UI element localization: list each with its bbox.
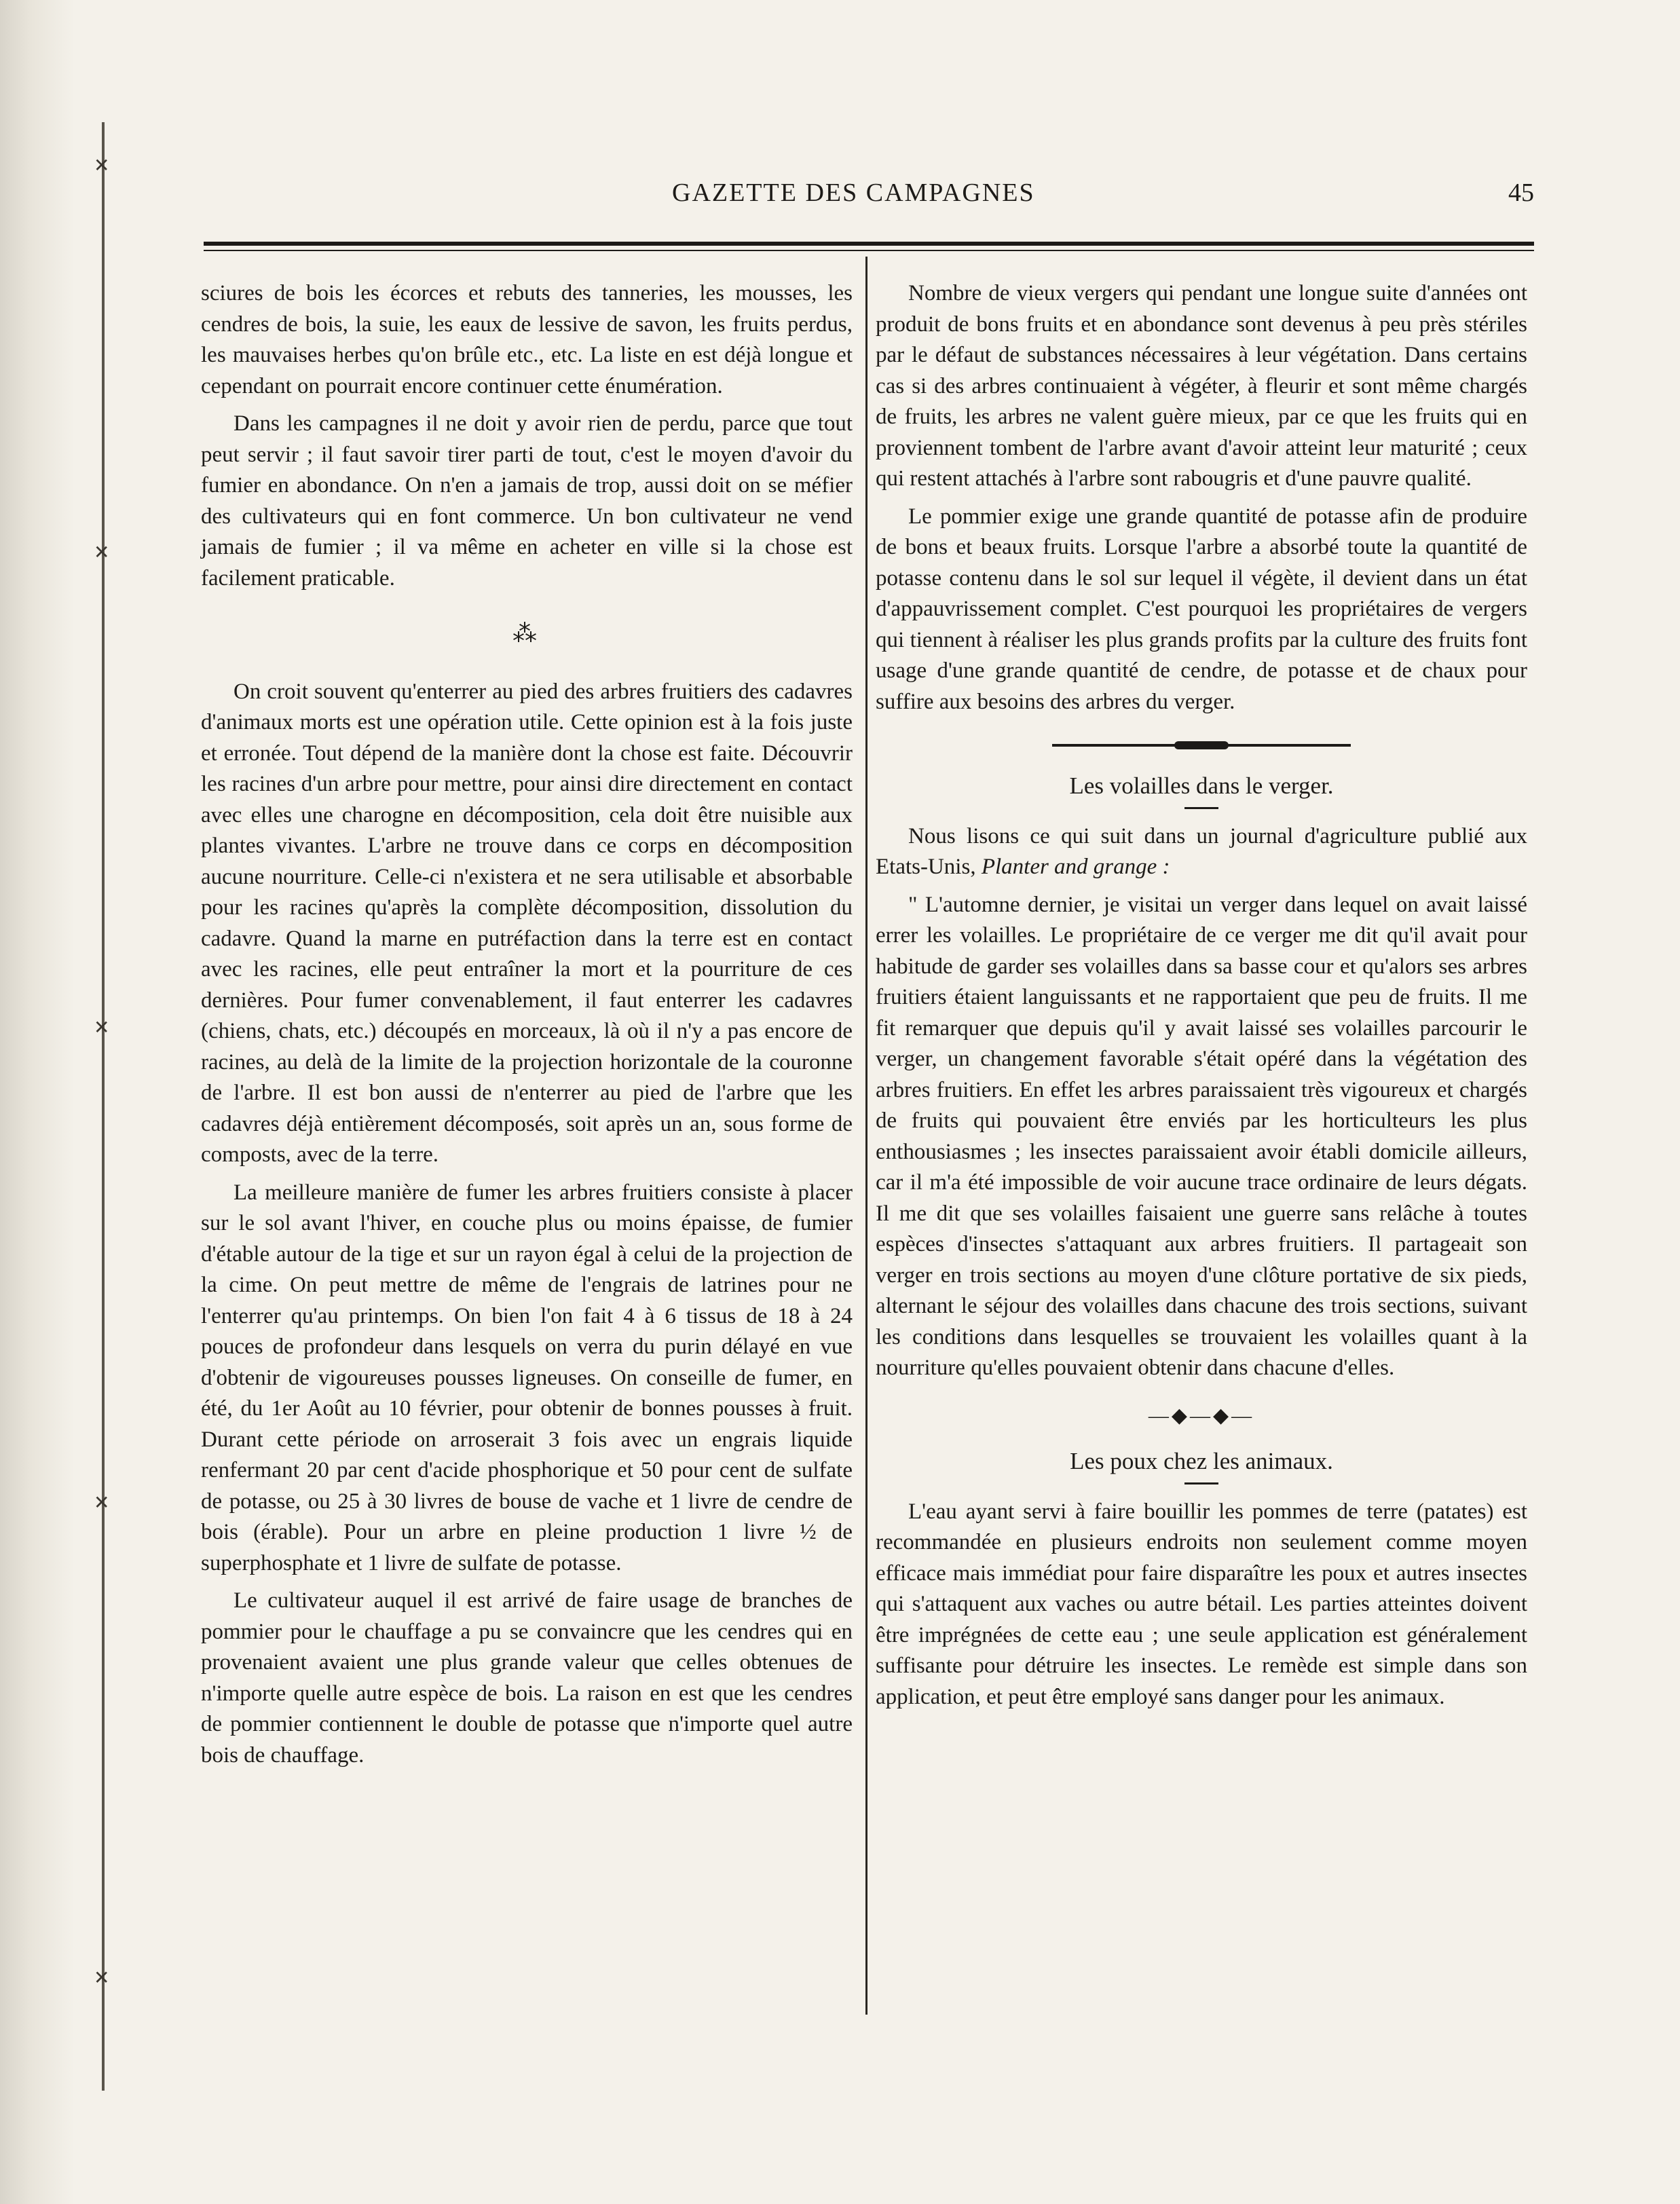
asterism-separator: ⁂ — [512, 620, 541, 647]
paragraph — [876, 821, 1527, 883]
binding-stitch-icon: ✕ — [94, 1966, 110, 1989]
right-column — [876, 278, 1527, 1719]
section-title: Les poux chez les animaux. — [1070, 1448, 1333, 1474]
paragraph: Nombre de vieux vergers qui pendant une longue suite d'années ont produit de bons fruits et en abondance sont devenus à peu près stériles par le défaut de substances nécessaires à leur végétation. Dans certains cas si des arbres continuaient à végéter, à fleurir et sont même chargés de fruits, les arbres ne valent guère mieux, par ce que les fruits qui en proviennent tombent de l'arbre avant d'avoir atteint leur maturité ; ceux qui restent attachés à l'arbre sont rabougris et d'une pauvre qualité. — [876, 281, 1527, 491]
title-rule — [1184, 1482, 1218, 1484]
binding-thread — [102, 122, 105, 2091]
page-header — [204, 178, 1534, 219]
binding-stitch-icon: ✕ — [94, 154, 110, 176]
section-separator: —◆—◆— — [1148, 1404, 1255, 1427]
left-column — [201, 278, 853, 1778]
binding-stitch-icon: ✕ — [94, 1016, 110, 1039]
separator-center — [1174, 741, 1229, 749]
page-number: 45 — [1508, 179, 1534, 207]
paragraph: Dans les campagnes il ne doit y avoir rien de perdu, parce que tout peut servir ; il faut savoir tirer parti de tout, c'est le moyen d'avoir du fumier en abondance. On n'en a jamais de trop, aussi doit on se méfier des cultivateurs qui en font commerce. Un bon cultivateur ne vend jamais de fumier ; il va même en acheter en ville si la chose est facilement praticable. — [201, 411, 853, 591]
running-title: GAZETTE DES CAMPAGNES — [672, 179, 1035, 207]
section-separator — [876, 735, 1527, 755]
paragraph-lead: Nous lisons ce qui suit dans un journal d'agriculture publié aux Etats-Unis, — [876, 823, 1527, 879]
title-rule — [1184, 807, 1218, 809]
binding-strip — [0, 0, 75, 2204]
journal-title: Planter and grange : — [981, 855, 1170, 879]
section-title: Les volailles dans le verger. — [1069, 772, 1334, 799]
header-rule — [204, 242, 1534, 246]
binding-stitch-icon: ✕ — [94, 541, 110, 563]
paragraph: sciures de bois les écorces et rebuts des tanneries, les mousses, les cendres de bois, la suie, les eaux de lessive de savon, les fruits perdus, les mauvaises herbes qu'on brûle etc., etc. La liste en est déjà longue et cependant on pourrait encore continuer cette énumération. — [201, 281, 853, 398]
paragraph: Le cultivateur auquel il est arrivé de faire usage de branches de pommier pour le chauffage a pu se convaincre que les cendres qui en provenaient avaient une plus grande valeur que celles obtenues de n'importe quelle autre espèce de bois. La raison en est que les cendres de pommier contiennent le double de potasse que n'importe quel autre bois de chauffage. — [201, 1588, 853, 1768]
paragraph: L'eau ayant servi à faire bouillir les pommes de terre (patates) est recommandée en plusieurs endroits non seulement comme moyen efficace mais immédiat pour faire disparaître les poux et autres insectes qui s'attaquent aux vaches ou autre bétail. Les parties atteintes doivent être imprégnées de cette eau ; une seule application est généralement suffisante pour détruire les insectes. Le remède est simple dans son application, et peut être employé sans danger pour les animaux. — [876, 1499, 1527, 1709]
paragraph: Le pommier exige une grande quantité de potasse afin de produire de bons et beaux fruits. Lorsque l'arbre a absorbé toute la quantité de potasse contenu dans le sol sur lequel il végète, il devient dans un état d'appauvrissement complet. C'est pourquoi les propriétaires de vergers qui tiennent à réaliser les plus grands profits par la culture des fruits font usage d'une grande quantité de cendre, de potasse et de chaux pour suffire aux besoins des arbres du verger. — [876, 504, 1527, 714]
paragraph: On croit souvent qu'enterrer au pied des arbres fruitiers des cadavres d'animaux morts est une opération utile. Cette opinion est à la fois juste et erronée. Tout dépend de la manière dont la chose est faite. Découvrir les racines d'un arbre pour mettre, pour ainsi dire directement en contact avec elles une charogne en décomposition, cela doit être nuisible aux plantes vivantes. L'arbre ne trouve dans ce corps en décomposition aucune nourriture. Celle-ci n'existera et ne sera utilisable et absorbable pour les racines qu'après la complète décomposition, dissolution du cadavre. Quand la marne en putréfaction dans la terre est en contact avec les racines, elle peut entraîner la mort et la pourriture de ces dernières. Pour fumer convenablement, il faut enterrer les cadavres (chiens, chats, etc.) découpés en morceaux, là où il n'y a pas encore de racines, au delà de la limite de la projection horizontale de la couronne de l'arbre. Il est bon aussi de n'enterrer au pied de l'arbre que les cadavres déjà entièrement décomposés, soit après un an, sous forme de composts, avec de la terre. — [201, 679, 853, 1167]
paragraph: La meilleure manière de fumer les arbres fruitiers consiste à placer sur le sol avant l'hiver, en couche plus ou moins épaisse, de fumier d'étable autour de la tige et sur un rayon égal à celui de la projection de la cime. On peut mettre de même de l'engrais de latrines pour ne l'enterrer qu'au printemps. On bien l'on fait 4 à 6 tissus de 18 à 24 pouces de profondeur dans lesquels on verra du purin délayé en vue d'obtenir de vigoureuses pousses ligneuses. On conseille de fumer, en été, du 1er Août au 10 février, pour obtenir de bonnes pousses à fruit. Durant cette période on arroserait 3 fois avec un engrais liquide renfermant 20 par cent d'acide phosphorique et 50 pour cent de sulfate de potasse, ou 25 à 30 livres de bouse de vache et 1 livre de cendre de bois (érable). Pour un arbre en pleine production 1 livre ½ de superphosphate et 1 livre de sulfate de potasse. — [201, 1180, 853, 1575]
binding-stitch-icon: ✕ — [94, 1491, 110, 1514]
column-divider — [865, 257, 867, 2015]
paragraph: " L'automne dernier, je visitai un verger dans lequel on avait laissé errer les volailles. Le propriétaire de ce verger me dit qu'il avait pour habitude de garder ses volailles dans sa basse cour et qu'alors ses arbres fruitiers étaient languissants et ne rapportaient que peu de fruits. Il me fit remarquer que depuis qu'il y avait laissé ses volailles parcourir le verger, un changement favorable s'était opéré dans la végétation des arbres fruitiers. En effet les arbres paraissaient très vigoureux et chargés de fruits qui pouvaient être enviés par les horticulteurs les plus enthousiasmes ; les insectes paraissaient avoir établi domicile ailleurs, car il m'a été impossible de voir aucune trace ordinaire de leurs dégats. Il me dit que ses volailles faisaient une guerre sans relâche à toutes espèces d'insectes s'attaquant aux arbres fruitiers. Il partageait son verger en trois sections au moyen d'une clôture portative de six pieds, alternant le séjour des volailles dans chacune des trois sections, suivant les conditions dans lesquelles se trouvaient les volailles quant à la nourriture qu'elles pouvaient obtenir dans chacune d'elles. — [876, 892, 1527, 1380]
header-rule-thin — [204, 250, 1534, 251]
